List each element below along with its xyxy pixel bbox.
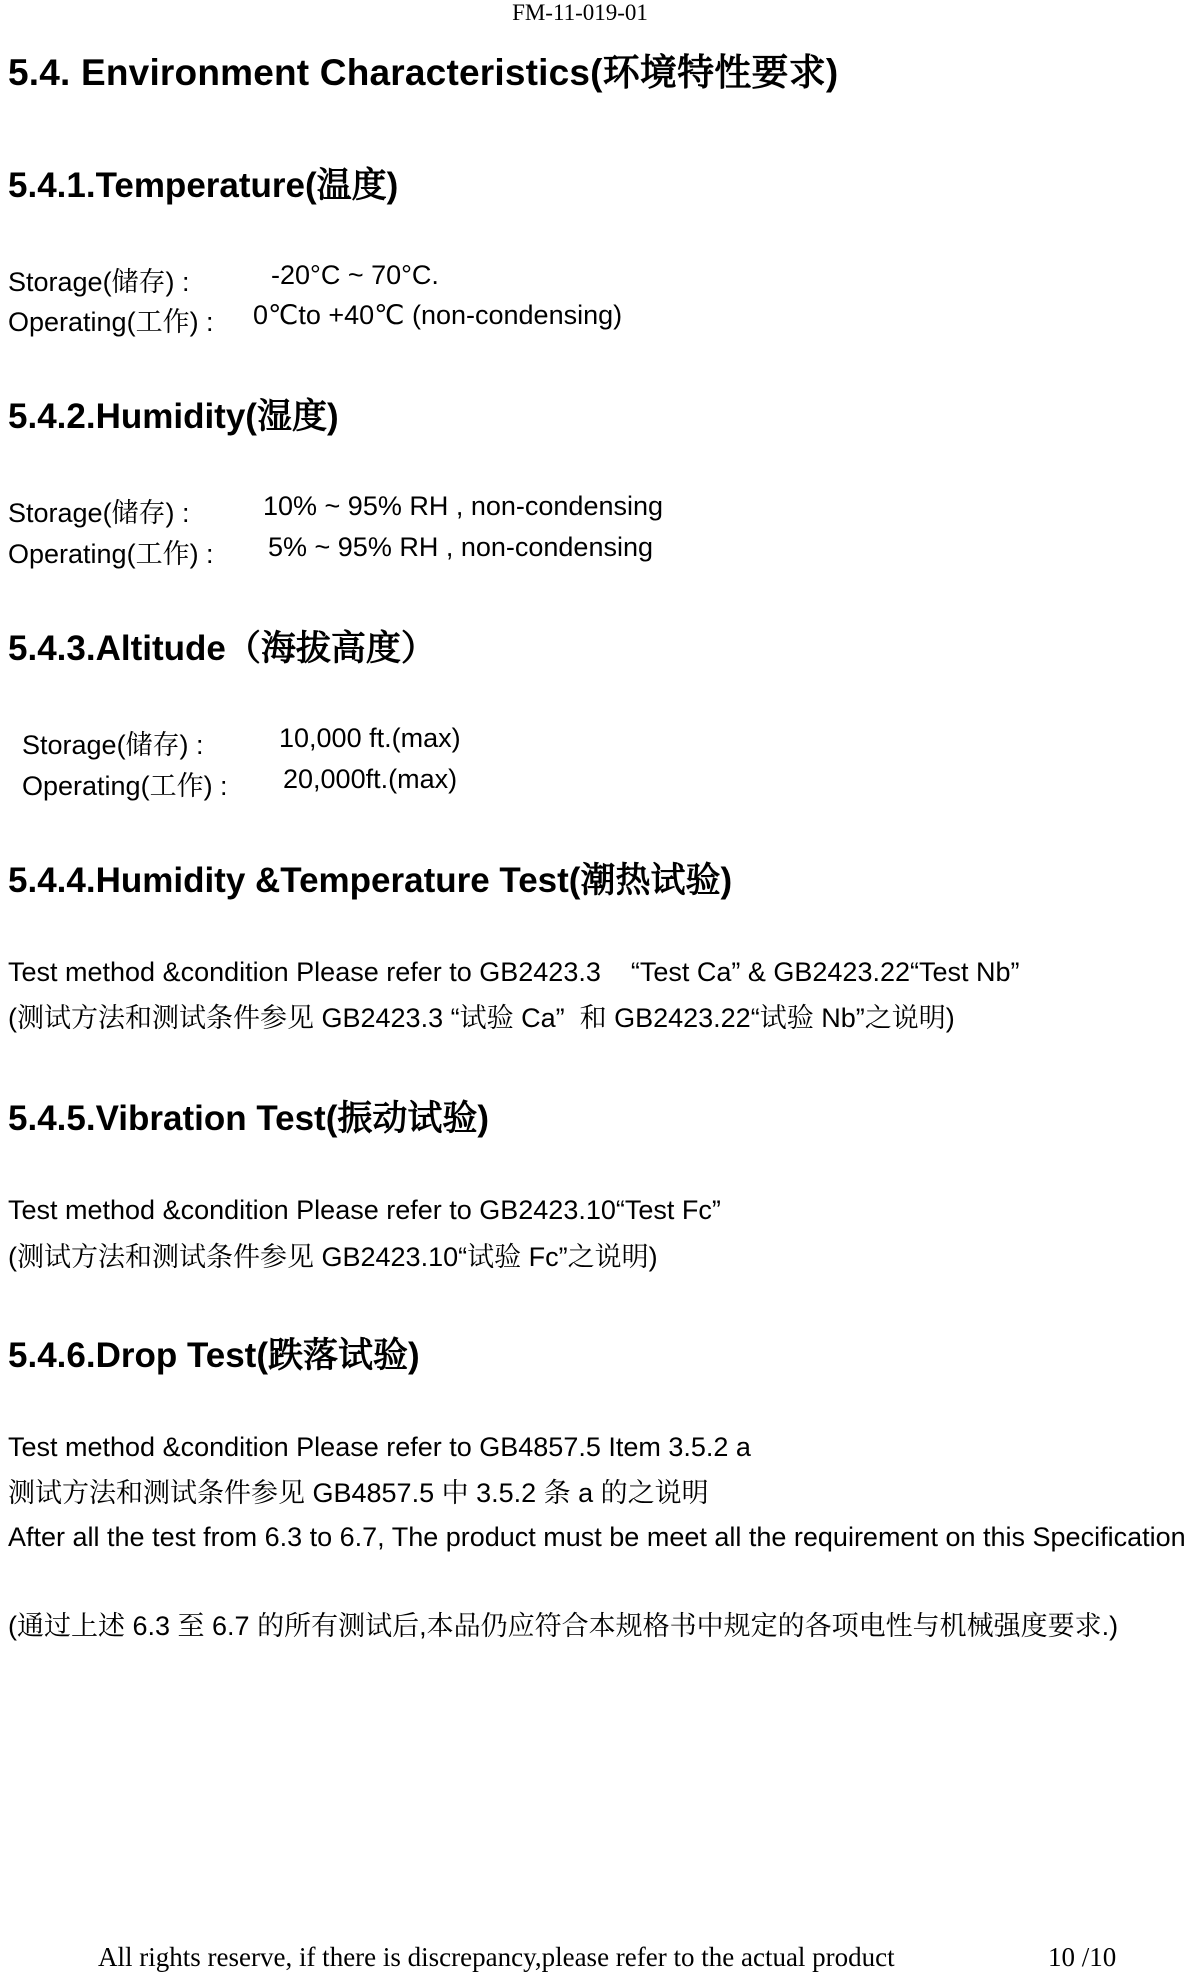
humidity-heading: 5.4.2.Humidity(湿度) [8,397,339,436]
page-number: 10 /10 [1048,1942,1117,1972]
humidity-storage-label: Storage(储存) : [8,498,190,528]
vibration-test-method-en: Test method &condition Please refer to GB2423.10“Test Fc” [8,1195,721,1225]
temperature-storage-label: Storage(储存) : [8,267,190,297]
altitude-heading: 5.4.3.Altitude（海拔高度） [8,629,436,668]
humidity-temp-test-method-cn: (测试方法和测试条件参见 GB2423.3 “试验 Ca” 和 GB2423.22“试验 Nb”之说明) [8,1003,955,1033]
vibration-test-heading: 5.4.5.Vibration Test(振动试验) [8,1099,490,1138]
temperature-operating-value: 0℃to +40℃ (non-condensing) [253,300,623,330]
drop-test-requirement-cn: (通过上述 6.3 至 6.7 的所有测试后,本品仍应符合本规格书中规定的各项电性与机械强度要求.) [8,1611,1119,1641]
drop-test-requirement-en: After all the test from 6.3 to 6.7, The product must be meet all the requirement on this Specification [8,1522,1186,1552]
humidity-temp-test-heading: 5.4.4.Humidity &Temperature Test(潮热试验) [8,861,733,900]
document-code: FM-11-019-01 [512,0,648,25]
humidity-operating-label: Operating(工作) : [8,539,214,569]
temperature-storage-value: -20°C ~ 70°C. [271,260,439,290]
drop-test-heading: 5.4.6.Drop Test(跌落试验) [8,1336,420,1375]
temperature-operating-label: Operating(工作) : [8,307,214,337]
altitude-storage-label: Storage(储存) : [22,730,204,760]
humidity-temp-test-method-en: Test method &condition Please refer to GB2423.3 “Test Ca” & GB2423.22“Test Nb” [8,957,1020,987]
humidity-storage-value: 10% ~ 95% RH , non-condensing [263,491,664,521]
footer-note: All rights reserve, if there is discrepancy,please refer to the actual product [98,1942,895,1972]
section-title: 5.4. Environment Characteristics(环境特性要求) [8,52,839,93]
humidity-operating-value: 5% ~ 95% RH , non-condensing [268,532,653,562]
drop-test-method-en: Test method &condition Please refer to GB4857.5 Item 3.5.2 a [8,1432,751,1462]
vibration-test-method-cn: (测试方法和测试条件参见 GB2423.10“试验 Fc”之说明) [8,1242,658,1272]
altitude-operating-label: Operating(工作) : [22,771,228,801]
altitude-storage-value: 10,000 ft.(max) [279,723,461,753]
altitude-operating-value: 20,000ft.(max) [283,764,458,794]
temperature-heading: 5.4.1.Temperature(温度) [8,166,399,205]
drop-test-method-cn: 测试方法和测试条件参见 GB4857.5 中 3.5.2 条 a 的之说明 [8,1478,709,1508]
